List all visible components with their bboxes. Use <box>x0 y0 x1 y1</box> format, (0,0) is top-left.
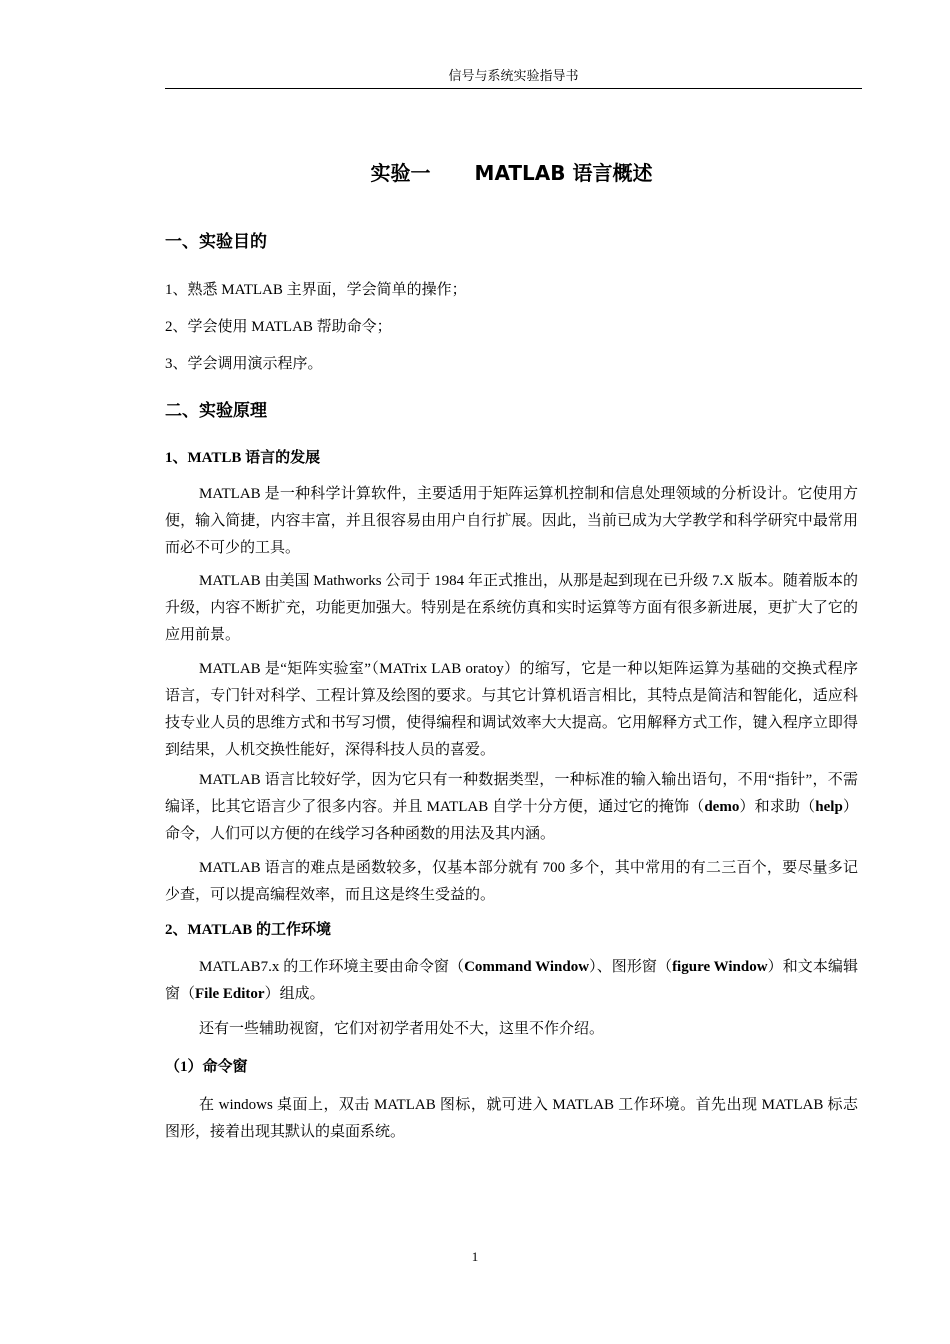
env-text-2: ）、图形窗（ <box>589 959 673 975</box>
help-command: help <box>815 799 843 815</box>
paragraph-command-window: 在 windows 桌面上，双击 MATLAB 图标，就可进入 MATLAB 工作环境。首先出现 MATLAB 标志图形，接着出现其默认的桌面系统。 <box>165 1097 858 1140</box>
objective-item-2: 2、学会使用 MATLAB 帮助命令； <box>165 319 392 335</box>
paragraph-environment-2: 还有一些辅助视窗，它们对初学者用处不大，这里不作介绍。 <box>199 1021 605 1037</box>
title-part-1: 实验一 <box>370 161 431 185</box>
paragraph-history-4 <box>165 767 858 848</box>
objective-item-1: 1、熟悉 MATLAB 主界面，学会简单的操作； <box>165 282 467 298</box>
section-heading-objectives: 一、实验目的 <box>165 232 267 252</box>
paragraph-environment-1 <box>165 954 858 1008</box>
demo-command: demo <box>704 799 740 815</box>
subsection-heading-command-window: （1）命令窗 <box>165 1059 248 1075</box>
figure-window-term: figure Window <box>672 959 768 975</box>
subsection-heading-history: 1、MATLB 语言的发展 <box>165 450 321 466</box>
command-window-term: Command Window <box>464 959 590 975</box>
running-header: 信号与系统实验指导书 <box>448 68 579 83</box>
env-text-4: ）组成。 <box>264 986 325 1002</box>
page-number: 1 <box>471 1249 479 1264</box>
p4-text-2: ）和求助（ <box>739 799 816 815</box>
objective-item-3: 3、学会调用演示程序。 <box>165 356 323 372</box>
paragraph-history-3: MATLAB 是“矩阵实验室”（MATrix LAB oratoy）的缩写，它是一种以矩阵运算为基础的交换式程序语言，专门针对科学、工程计算及绘图的要求。与其它计算机语言相比，其特点是简洁和智能化，适应科技专业人员的思维方式和书写习惯，使得编程和调试效率大大提高。它用解释方式工作，键入程序立即得到结果，人机交换性能好，深得科技人员的喜爱。 <box>165 661 858 758</box>
section-heading-principles: 二、实验原理 <box>165 401 267 421</box>
header-rule <box>165 88 862 89</box>
p4-text-1: MATLAB 语言比较好学，因为它只有一种数据类型，一种标准的输入输出语句，不用“指针”，不需编译，比其它语言少了很多内容。并且 MATLAB 自学十分方便，通过它的掩饰（ <box>165 772 858 815</box>
title-part-2: MATLAB 语言概述 <box>474 161 653 185</box>
subsection-heading-environment: 2、MATLAB 的工作环境 <box>165 922 331 938</box>
paragraph-history-5: MATLAB 语言的难点是函数较多，仅基本部分就有 700 多个，其中常用的有二三百个，要尽量多记少查，可以提高编程效率，而且这是终生受益的。 <box>165 860 858 903</box>
file-editor-term: File Editor <box>195 986 265 1002</box>
env-text-3: ）和文本编辑窗（ <box>165 959 858 1002</box>
env-text-1: MATLAB7.x 的工作环境主要由命令窗（ <box>199 959 465 975</box>
page-title <box>165 157 858 189</box>
paragraph-history-2: MATLAB 由美国 Mathworks 公司于 1984 年正式推出，从那是起到现在已升级 7.X 版本。随着版本的升级，内容不断扩充，功能更加强大。特别是在系统仿真和实时运算等方面有很多新进展，更扩大了它的应用前景。 <box>165 573 858 643</box>
paragraph-history-1: MATLAB 是一种科学计算软件，主要适用于矩阵运算机控制和信息处理领域的分析设计。它使用方便，输入简捷，内容丰富，并且很容易由用户自行扩展。因此，当前已成为大学教学和科学研究中最常用而必不可少的工具。 <box>165 486 858 556</box>
p4-text-3: ）命令，人们可以方便的在线学习各种函数的用法及其内涵。 <box>165 799 858 842</box>
